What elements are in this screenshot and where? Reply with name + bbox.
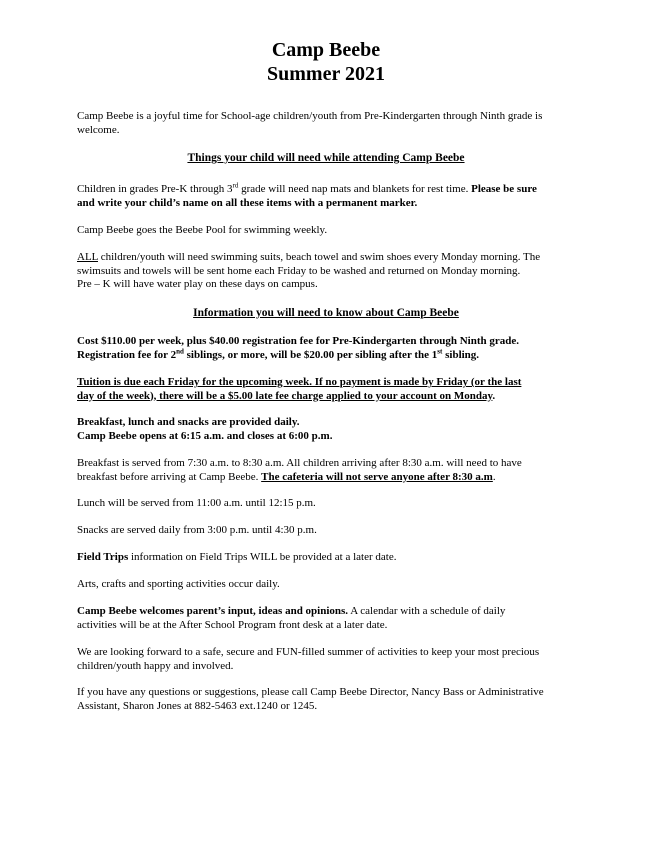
tuition-line-1: Tuition is due each Friday for the upcoming week. If no payment is made by Friday (or the last bbox=[77, 376, 522, 388]
tuition-paragraph bbox=[77, 376, 587, 403]
title-line-1: Camp Beebe bbox=[271, 39, 381, 61]
intro-paragraph bbox=[77, 110, 587, 137]
swim-line-1: ALL children/youth will need swimming suits, beach towel and swim shoes every Monday morning. The bbox=[77, 251, 541, 263]
breakfast-paragraph bbox=[77, 457, 587, 484]
contact-line-2: Assistant, Sharon Jones at 882-5463 ext.1240 or 1245. bbox=[77, 699, 318, 712]
tuition-line-2: day of the week), there will be a $5.00 late fee charge applied to your account on Monday. bbox=[77, 389, 496, 402]
cost-paragraph bbox=[77, 335, 587, 362]
forward-line-1: We are looking forward to a safe, secure and FUN-filled summer of activities to keep your most precious bbox=[77, 646, 540, 658]
pool-paragraph: Camp Beebe goes the Beebe Pool for swimming weekly. bbox=[77, 224, 328, 236]
intro-line-2: welcome. bbox=[77, 123, 120, 136]
meals-hours-paragraph bbox=[77, 416, 587, 443]
forward-line-2: children/youth happy and involved. bbox=[77, 659, 234, 672]
meals-line: Breakfast, lunch and snacks are provided daily. bbox=[77, 416, 300, 428]
nap-paragraph bbox=[77, 183, 587, 210]
field-trips-paragraph: Field Trips information on Field Trips WILL be provided at a later date. bbox=[77, 551, 397, 563]
title-line-2: Summer 2021 bbox=[267, 63, 385, 85]
nap-line-1: Children in grades Pre-K through 3rd grade will need nap mats and blankets for rest time. Please be sure bbox=[77, 181, 537, 195]
welcome-line-2: activities will be at the After School Program front desk at a later date. bbox=[77, 618, 388, 631]
breakfast-line-1: Breakfast is served from 7:30 a.m. to 8:30 a.m. All children arriving after 8:30 a.m. will need to have bbox=[77, 457, 522, 469]
welcome-paragraph bbox=[77, 605, 587, 632]
breakfast-line-2: breakfast before arriving at Camp Beebe. The cafeteria will not serve anyone after 8:30 a.m. bbox=[77, 470, 496, 483]
section-heading-needs: Things your child will need while attending Camp Beebe bbox=[187, 152, 465, 164]
welcome-line-1: Camp Beebe welcomes parent’s input, ideas and opinions. A calendar with a schedule of daily bbox=[77, 605, 506, 617]
forward-paragraph bbox=[77, 646, 587, 673]
cost-line-1: Cost $110.00 per week, plus $40.00 registration fee for Pre-Kindergarten through Ninth grade. bbox=[77, 335, 520, 347]
lunch-paragraph: Lunch will be served from 11:00 a.m. until 12:15 p.m. bbox=[77, 497, 316, 509]
cost-line-2: Registration fee for 2nd siblings, or more, will be $20.00 per sibling after the 1st sibling. bbox=[77, 346, 480, 361]
hours-line: Camp Beebe opens at 6:15 a.m. and closes at 6:00 p.m. bbox=[77, 429, 333, 442]
contact-line-1: If you have any questions or suggestions, please call Camp Beebe Director, Nancy Bass or Administrative bbox=[77, 686, 544, 698]
swim-paragraph bbox=[77, 251, 587, 292]
arts-paragraph: Arts, crafts and sporting activities occur daily. bbox=[77, 578, 280, 590]
section-heading-info: Information you will need to know about Camp Beebe bbox=[193, 307, 459, 319]
swim-line-3: Pre – K will have water play on these days on campus. bbox=[77, 278, 318, 290]
contact-paragraph bbox=[77, 686, 587, 713]
nap-line-2: and write your child’s name on all these items with a permanent marker. bbox=[77, 196, 418, 209]
snacks-paragraph: Snacks are served daily from 3:00 p.m. until 4:30 p.m. bbox=[77, 524, 317, 536]
swim-line-2: swimsuits and towels will be sent home each Friday to be washed and returned on Monday morning. bbox=[77, 264, 521, 277]
intro-line-1: Camp Beebe is a joyful time for School-age children/youth from Pre-Kindergarten through Ninth grade is bbox=[77, 110, 543, 122]
